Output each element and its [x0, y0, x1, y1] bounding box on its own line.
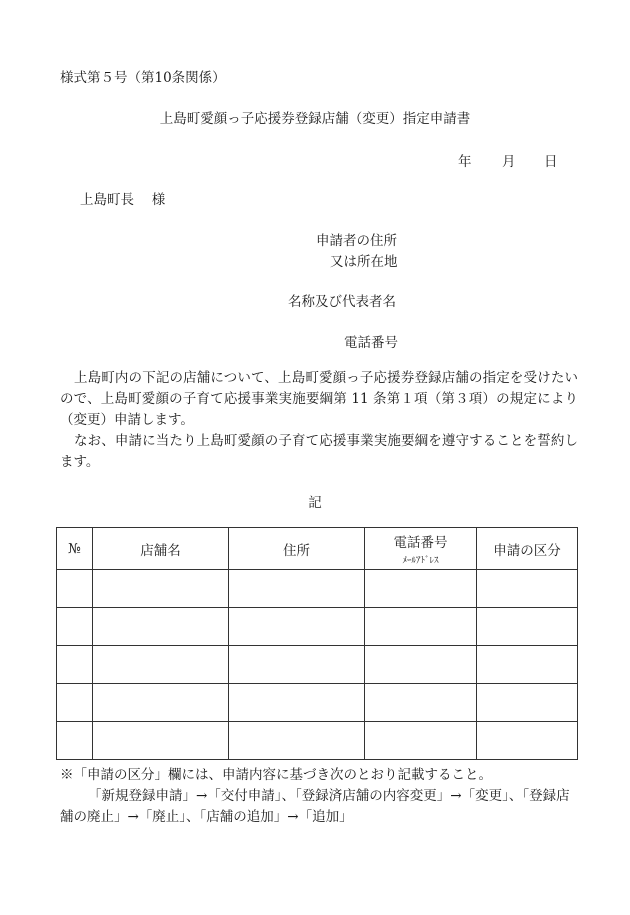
cell-no[interactable] — [57, 608, 93, 646]
document-title: 上島町愛顔っ子応援券登録店舗（変更）指定申請書 — [159, 111, 471, 127]
cell-no[interactable] — [57, 570, 93, 608]
cell-no[interactable] — [57, 646, 93, 684]
cell-shop-name[interactable] — [93, 570, 229, 608]
cell-phone[interactable] — [365, 608, 477, 646]
body-paragraph: なお、申請に当たり上島町愛顔の子育て応援事業実施要綱を遵守することを誓約します。 — [60, 433, 578, 470]
cell-category[interactable] — [477, 722, 578, 760]
addressee: 上島町長 様 — [80, 192, 166, 208]
table-row — [57, 608, 578, 646]
table-row — [57, 570, 578, 608]
applicant-name-label: 名称及び代表者名 — [288, 294, 396, 310]
cell-category[interactable] — [477, 684, 578, 722]
ki-heading: 記 — [308, 495, 322, 511]
cell-address[interactable] — [229, 684, 365, 722]
cell-address[interactable] — [229, 646, 365, 684]
cell-address[interactable] — [229, 722, 365, 760]
cell-no[interactable] — [57, 722, 93, 760]
cell-shop-name[interactable] — [93, 646, 229, 684]
header-address: 住所 — [229, 528, 365, 570]
date-year-label: 年 — [458, 154, 472, 170]
cell-shop-name[interactable] — [93, 608, 229, 646]
header-no: № — [57, 528, 93, 570]
applicant-address-label: 申請者の住所 — [316, 233, 397, 249]
header-phone-label: 電話番号 — [393, 535, 448, 551]
cell-shop-name[interactable] — [93, 722, 229, 760]
header-category: 申請の区分 — [477, 528, 578, 570]
date-month-label: 月 — [502, 154, 516, 170]
notes — [60, 765, 580, 828]
cell-phone[interactable] — [365, 570, 477, 608]
table-row — [57, 684, 578, 722]
cell-shop-name[interactable] — [93, 684, 229, 722]
table-row — [57, 722, 578, 760]
date-day-label: 日 — [544, 154, 558, 170]
note-line: ※「申請の区分」欄には、申請内容に基づき次のとおり記載すること。 — [60, 767, 492, 783]
header-phone — [365, 528, 477, 570]
cell-no[interactable] — [57, 684, 93, 722]
cell-address[interactable] — [229, 608, 365, 646]
form-number: 様式第５号（第10条関係） — [60, 70, 226, 86]
table-header-row — [57, 528, 578, 570]
cell-category[interactable] — [477, 646, 578, 684]
note-line: 「新規登録申請」→「交付申請」、「登録済店舗の内容変更」→「変更」、「登録店舗の廃止」→「廃止」、「店舗の追加」→「追加」 — [60, 788, 570, 825]
header-email-label: ﾒｰﾙｱﾄﾞﾚｽ — [402, 556, 439, 566]
header-shop-name: 店舗名 — [93, 528, 229, 570]
shop-table — [56, 527, 578, 760]
body-paragraph: 上島町内の下記の店舗について、上島町愛顔っ子応援券登録店舗の指定を受けたいので、上島町愛顔の子育て応援事業実施要綱第 11 条第１項（第３項）の規定により（変更）申請します。 — [60, 370, 578, 428]
cell-phone[interactable] — [365, 722, 477, 760]
cell-phone[interactable] — [365, 646, 477, 684]
cell-category[interactable] — [477, 608, 578, 646]
applicant-location-label: 又は所在地 — [330, 254, 398, 270]
cell-category[interactable] — [477, 570, 578, 608]
application-body — [60, 368, 578, 473]
cell-address[interactable] — [229, 570, 365, 608]
cell-phone[interactable] — [365, 684, 477, 722]
table-row — [57, 646, 578, 684]
applicant-phone-label: 電話番号 — [344, 335, 398, 351]
